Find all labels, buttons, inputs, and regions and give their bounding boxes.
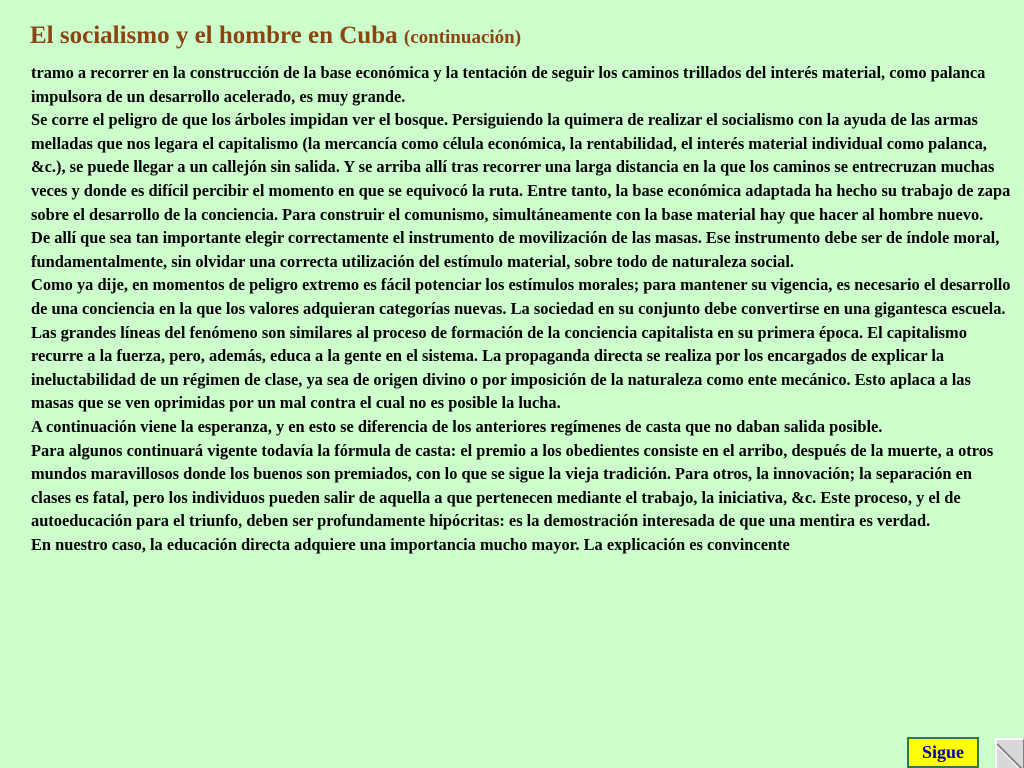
paragraph-5: Las grandes líneas del fenómeno son similares al proceso de formación de la conciencia capitalista en su primera época. El capitalismo recurre a la fuerza, pero, además, educa a la gente en el sistema. La propaganda directa se realiza por los encargados de explicar la ineluctabilidad de un régimen de clase, ya sea de origen divino o por imposición de la naturaleza como ente mecánico. Esto aplaca a las masas que se ven oprimidas por un mal contra el cual no es posible la lucha. [31,322,971,413]
title-subtitle: (continuación) [403,27,522,48]
paragraph-8: En nuestro caso, la educación directa adquiere una importancia mucho mayor. La explicación es convincente [31,534,790,554]
paragraph-3: De allí que sea tan importante elegir correctamente el instrumento de movilización de las masas. Ese instrumento debe ser de índole moral, fundamentalmente, sin olvidar una correcta utilización del estímulo material, sobre todo de naturaleza social. [31,228,1000,271]
paragraph-7: Para algunos continuará vigente todavía la fórmula de casta: el premio a los obedientes consiste en el arribo, después de la muerte, a otros mundos maravillosos donde los buenos son premiados, con lo que se sigue la vieja tradición. Para otros, la innovación; la separación en clases es fatal, pero los individuos pueden salir de aquella a que pertenecen mediante el trabajo, la iniciativa, &c. Este proceso, y el de autoeducación para el triunfo, deben ser profundamente hipócritas: es la demostración interesada de que una mentira es verdad. [31,440,994,531]
paragraph-1: tramo a recorrer en la construcción de la base económica y la tentación de seguir los caminos trillados del interés material, como palanca impulsora de un desarrollo acelerado, es muy grande. [31,63,986,106]
title-main: El socialismo y el hombre en Cuba [30,22,398,49]
page-title [30,22,521,50]
resize-corner-icon [997,740,1024,768]
document-body [31,61,1016,556]
paragraph-4: Como ya dije, en momentos de peligro extremo es fácil potenciar los estímulos morales; para mantener su vigencia, es necesario el desarrollo de una conciencia en la que los valores adquieran categorías nuevas. La sociedad en su conjunto debe convertirse en una gigantesca escuela. [31,275,1011,318]
corner-control[interactable] [995,738,1024,768]
paragraph-2: Se corre el peligro de que los árboles impidan ver el bosque. Persiguiendo la quimera de realizar el socialismo con la ayuda de las armas melladas que nos legara el capitalismo (la mercancía como célula económica, la rentabilidad, el interés material individual como palanca, &c.), se puede llegar a un callejón sin salida. Y se arriba allí tras recorrer una larga distancia en la que los caminos se entrecruzan muchas veces y donde es difícil percibir el momento en que se equivocó la ruta. Entre tanto, la base económica adaptada ha hecho su trabajo de zapa sobre el desarrollo de la conciencia. Para construir el comunismo, simultáneamente con la base material hay que hacer al hombre nuevo. [31,110,1011,224]
next-button[interactable]: Sigue [907,737,979,768]
paragraph-6: A continuación viene la esperanza, y en esto se diferencia de los anteriores regímenes de casta que no daban salida posible. [31,416,883,436]
